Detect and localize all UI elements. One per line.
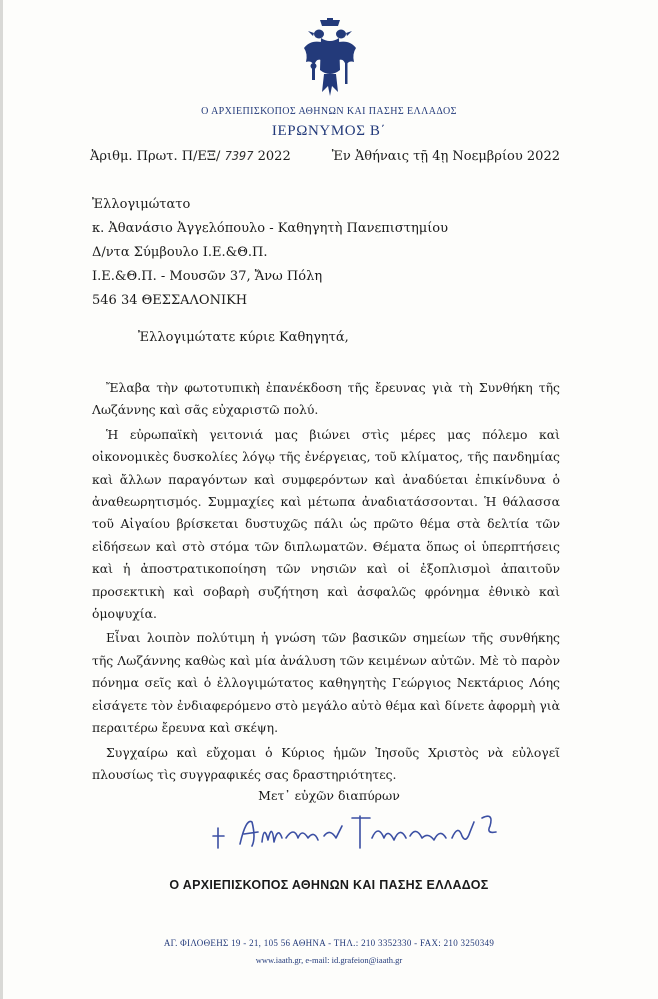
paragraph: Εἶναι λοιπὸν πολύτιμη ἡ γνώση τῶν βασικῶν σημείων τῆς συνθήκης τῆς Λωζάννης καθὼς καὶ μία ἀνάλυση τῶν κειμένων αὐτῶν. Μὲ τὸ παρὸν πόνημα σεῖς καὶ ὁ ἐλλογιμώτατος καθηγητὴς Γεώργιος Νεκτάριος Λόης εἰσάγετε τὸν ἐνδιαφερόμενο στὸ μεγάλο αὐτὸ θέμα καὶ δίνετε ἀφορμὴ γιὰ περαιτέρω ἔρευνα καὶ σκέψη. — [92, 630, 560, 736]
protocol-year: 2022 — [257, 149, 291, 164]
letterhead-title: Ο ΑΡΧΙΕΠΙΣΚΟΠΟΣ ΑΘΗΝΩΝ ΚΑΙ ΠΑΣΗΣ ΕΛΛΑΔΟΣ — [201, 106, 457, 117]
recipient-salutation: Ἐλλογιμώτατο — [92, 197, 191, 212]
double-headed-eagle-icon — [302, 18, 358, 100]
handwritten-signature — [212, 808, 502, 856]
protocol-prefix: Ἀριθμ. Πρωτ. Π/ΕΞ/ — [90, 149, 221, 164]
paragraph: Ἡ εὐρωπαϊκὴ γειτονιά μας βιώνει στὶς μέρες μας πόλεμο καὶ οἰκονομικὲς δυσκολίες λόγῳ τῆς ἐνέργειας, τοῦ κλίματος, τῆς πανδημίας καὶ ἄλλων παραγόντων καὶ συμφερόντων καὶ ἀναδύεται ἐπικίνδυνα ὁ ἀναθεωρητισμός. Συμμαχίες καὶ μέτωπα ἀναδιατάσσονται. Ἡ θάλασσα τοῦ Αἰγαίου βρίσκεται δυστυχῶς πάλι ὡς πρῶτο θέμα στὰ δελτία τῶν εἰδήσεων καὶ στὸ στόμα τῶν διπλωματῶν. Θέματα ὅπως οἱ ὑπερπτήσεις καὶ ἡ ἀποστρατικοποίηση τῶν νησιῶν καὶ οἱ ἐξοπλισμοὶ ἀπαιτοῦν προσεκτικὴ καὶ σοβαρὴ συζήτηση καὶ ἀσφαλῶς φρόνημα ἐθνικὸ καὶ ὁμοψυχία. — [92, 426, 560, 622]
paragraph: Συγχαίρω καὶ εὔχομαι ὁ Κύριος ἡμῶν Ἰησοῦς Χριστὸς νὰ εὐλογεῖ πλουσίως τὶς συγγραφικές σας δραστηριότητες. — [92, 744, 560, 782]
recipient-name: κ. Ἀθανάσιο Ἀγγελόπουλο - Καθηγητὴ Πανεπιστημίου — [92, 221, 449, 236]
scan-edge — [0, 0, 3, 999]
protocol-handwritten-number: 7397 — [224, 149, 254, 163]
recipient-city: 546 34 ΘΕΣΣΑΛΟΝΙΚΗ — [92, 293, 248, 308]
footer-address: ΑΓ. ΦΙΛΟΘΕΗΣ 19 - 21, 105 56 ΑΘΗΝΑ - ΤΗΛ.: 210 3352330 - FAX: 210 3250349 — [163, 938, 495, 948]
recipient-address: Ι.Ε.&Θ.Π. - Μουσῶν 37, Ἄνω Πόλη — [92, 269, 323, 284]
place-date: Ἐν Ἀθήναις τῇ 4ῃ Νοεμβρίου 2022 — [331, 149, 560, 164]
letterhead-name: ΙΕΡΩΝΥΜΟΣ Β΄ — [271, 123, 387, 139]
greeting: Ἐλλογιμώτατε κύριε Καθηγητά, — [138, 330, 349, 345]
reference-line — [90, 149, 560, 164]
signature-title: Ο ΑΡΧΙΕΠΙΣΚΟΠΟΣ ΑΘΗΝΩΝ ΚΑΙ ΠΑΣΗΣ ΕΛΛΑΔΟΣ — [169, 878, 489, 892]
letter-body — [92, 377, 560, 788]
recipient-role: Δ/ντα Σύμβουλο Ι.Ε.&Θ.Π. — [92, 245, 268, 260]
closing: Μετ᾽ εὐχῶν διαπύρων — [258, 788, 400, 803]
footer-contact: www.iaath.gr, e-mail: id.grafeion@iaath.gr — [255, 955, 403, 965]
protocol-number — [90, 149, 291, 164]
recipient-block — [92, 193, 448, 313]
paragraph: Ἔλαβα τὴν φωτοτυπικὴ ἐπανέκδοση τῆς ἔρευνας γιὰ τὴ Συνθήκη τῆς Λωζάννης καὶ σᾶς εὐχαριστῶ πολύ. — [92, 380, 560, 418]
